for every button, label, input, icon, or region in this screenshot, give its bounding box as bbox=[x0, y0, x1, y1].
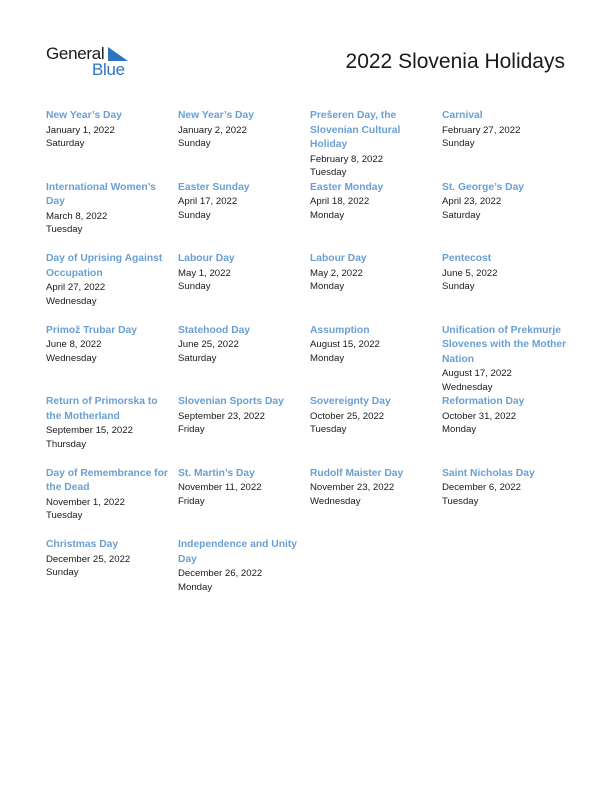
holiday-date: April 17, 2022 bbox=[178, 196, 238, 207]
holiday-entry bbox=[178, 395, 310, 467]
holiday-entry bbox=[310, 395, 442, 467]
holiday-weekday: Tuesday bbox=[442, 495, 479, 507]
logo-text-blue: Blue bbox=[92, 60, 125, 79]
holiday-name: Return of Primorska to the Motherland bbox=[46, 396, 158, 422]
holiday-entry bbox=[178, 181, 310, 253]
holiday-entry bbox=[178, 538, 310, 610]
holiday-weekday: Monday bbox=[310, 352, 345, 364]
holiday-weekday: Sunday bbox=[442, 281, 475, 293]
logo bbox=[46, 44, 136, 78]
holiday-entry bbox=[310, 467, 442, 539]
holiday-weekday: Tuesday bbox=[310, 424, 347, 436]
holiday-name: Labour Day bbox=[178, 253, 235, 264]
holiday-name: Independence and Unity Day bbox=[178, 539, 298, 565]
holiday-date: May 2, 2022 bbox=[310, 267, 363, 279]
holiday-weekday: Monday bbox=[310, 209, 345, 221]
holiday-name: Easter Sunday bbox=[178, 181, 250, 193]
holiday-entry bbox=[46, 109, 178, 181]
holiday-date: November 1, 2022 bbox=[46, 496, 125, 508]
holiday-weekday: Sunday bbox=[178, 209, 211, 221]
holiday-name: Pentecost bbox=[442, 253, 492, 264]
holiday-name: Prešeren Day, the Slovenian Cultural Holiday bbox=[310, 110, 401, 150]
holiday-entry bbox=[178, 109, 310, 181]
holiday-name: Labour Day bbox=[310, 253, 367, 264]
holiday-name: Day of Remembrance for the Dead bbox=[46, 467, 168, 493]
holiday-name: Easter Monday bbox=[310, 181, 384, 193]
holiday-weekday: Tuesday bbox=[46, 510, 83, 522]
holiday-date: April 27, 2022 bbox=[46, 282, 106, 293]
holiday-name: Carnival bbox=[442, 110, 483, 121]
holiday-date: November 23, 2022 bbox=[310, 482, 395, 493]
page-title: 2022 Slovenia Holidays bbox=[345, 50, 565, 73]
holiday-entry bbox=[178, 324, 310, 396]
holiday-date: June 25, 2022 bbox=[178, 339, 239, 350]
holiday-name: Statehood Day bbox=[178, 324, 251, 336]
holiday-entry bbox=[310, 181, 442, 253]
holiday-weekday: Monday bbox=[310, 281, 345, 293]
holiday-entry bbox=[442, 252, 576, 324]
holiday-weekday: Tuesday bbox=[46, 224, 83, 236]
holiday-entry bbox=[442, 181, 576, 253]
holiday-date: November 11, 2022 bbox=[178, 482, 262, 493]
holiday-date: September 15, 2022 bbox=[46, 425, 133, 436]
holiday-date: May 1, 2022 bbox=[178, 267, 231, 279]
holiday-weekday: Sunday bbox=[178, 281, 211, 293]
holiday-name: Slovenian Sports Day bbox=[178, 396, 284, 407]
holiday-weekday: Wednesday bbox=[46, 352, 97, 364]
holiday-date: April 18, 2022 bbox=[310, 196, 370, 207]
holiday-name: St. Martin’s Day bbox=[178, 467, 255, 479]
holiday-date: January 1, 2022 bbox=[46, 124, 115, 136]
holiday-entry bbox=[178, 252, 310, 324]
holiday-name: New Year’s Day bbox=[178, 110, 254, 121]
holiday-name: Assumption bbox=[310, 324, 370, 336]
holiday-name: Saint Nicholas Day bbox=[442, 467, 535, 479]
holiday-name: Primož Trubar Day bbox=[46, 324, 137, 336]
holiday-entry bbox=[46, 395, 178, 467]
holiday-name: Sovereignty Day bbox=[310, 396, 391, 407]
holiday-weekday: Sunday bbox=[442, 138, 475, 150]
holiday-name: Rudolf Maister Day bbox=[310, 467, 404, 479]
holiday-date: April 23, 2022 bbox=[442, 196, 502, 207]
holiday-entry bbox=[46, 538, 178, 610]
holiday-date: February 27, 2022 bbox=[442, 124, 521, 136]
holiday-entry bbox=[310, 252, 442, 324]
holiday-date: August 17, 2022 bbox=[442, 368, 512, 379]
holiday-weekday: Wednesday bbox=[310, 495, 361, 507]
holiday-name: Christmas Day bbox=[46, 539, 119, 550]
holiday-weekday: Sunday bbox=[46, 567, 79, 579]
holiday-entry bbox=[310, 109, 442, 181]
holiday-date: September 23, 2022 bbox=[178, 410, 265, 422]
holiday-date: December 26, 2022 bbox=[178, 568, 263, 579]
holiday-date: December 25, 2022 bbox=[46, 553, 131, 565]
holiday-weekday: Friday bbox=[178, 424, 205, 436]
holiday-date: January 2, 2022 bbox=[178, 124, 247, 136]
holiday-date: February 8, 2022 bbox=[310, 153, 384, 165]
holiday-weekday: Saturday bbox=[178, 352, 217, 364]
holiday-date: October 25, 2022 bbox=[310, 410, 385, 422]
holiday-date: December 6, 2022 bbox=[442, 482, 521, 493]
holiday-weekday: Wednesday bbox=[46, 295, 97, 307]
holiday-entry bbox=[178, 467, 310, 539]
holiday-date: March 8, 2022 bbox=[46, 210, 108, 222]
holiday-weekday: Saturday bbox=[46, 138, 85, 150]
holiday-entry bbox=[46, 467, 178, 539]
holiday-weekday: Friday bbox=[178, 495, 205, 507]
holiday-name: Unification of Prekmurje Slovenes with the Mother Nation bbox=[442, 324, 567, 365]
holiday-grid bbox=[46, 109, 576, 610]
holiday-entry bbox=[310, 324, 442, 396]
logo-flag-icon bbox=[108, 47, 128, 61]
logo-text-general: General bbox=[46, 44, 105, 63]
holiday-date: June 5, 2022 bbox=[442, 267, 498, 279]
holiday-entry bbox=[442, 467, 576, 539]
holiday-weekday: Sunday bbox=[178, 138, 211, 150]
holiday-entry bbox=[46, 252, 178, 324]
holiday-weekday: Thursday bbox=[46, 438, 86, 450]
holiday-weekday: Monday bbox=[442, 424, 477, 436]
holiday-entry bbox=[46, 181, 178, 253]
holiday-entry bbox=[442, 109, 576, 181]
holiday-name: New Year’s Day bbox=[46, 110, 122, 121]
holiday-entry bbox=[442, 324, 576, 396]
holiday-name: International Women’s Day bbox=[46, 181, 156, 207]
holiday-date: June 8, 2022 bbox=[46, 339, 102, 350]
holiday-entry bbox=[442, 395, 576, 467]
holiday-date: October 31, 2022 bbox=[442, 410, 517, 422]
holiday-name: Reformation Day bbox=[442, 396, 525, 407]
holiday-weekday: Saturday bbox=[442, 209, 481, 221]
holiday-weekday: Tuesday bbox=[310, 167, 347, 179]
holiday-name: Day of Uprising Against Occupation bbox=[46, 253, 163, 279]
holiday-weekday: Wednesday bbox=[442, 381, 493, 393]
holiday-weekday: Monday bbox=[178, 581, 213, 593]
holiday-entry bbox=[46, 324, 178, 396]
holiday-date: August 15, 2022 bbox=[310, 339, 380, 350]
holiday-name: St. George’s Day bbox=[442, 181, 525, 193]
